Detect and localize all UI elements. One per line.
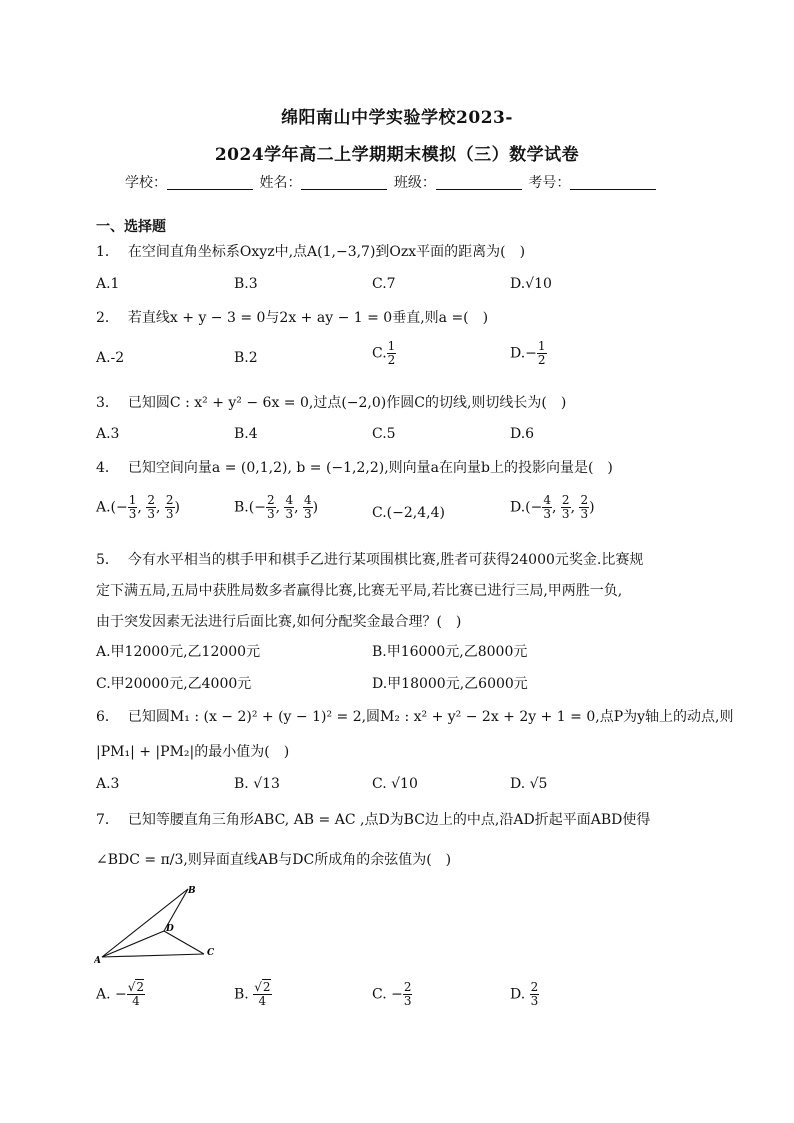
question-6: [96, 706, 733, 726]
question-text-line1: 已知等腰直角三角形ABC, AB = AC ,点D为BC边上的中点,沿AD折起平面ABD使得: [127, 812, 651, 828]
q5-option-b[interactable]: B.甲16000元,乙8000元: [372, 644, 528, 660]
vertex-label-a: A: [94, 956, 101, 963]
q4-option-a[interactable]: A.(− $\frac{1}{3}$ , $\frac{2}{3}$ , $\frac{2}{3}$ ): [96, 493, 180, 522]
q1-option-c[interactable]: C.7: [372, 276, 396, 292]
q6-option-d[interactable]: D. √5: [510, 776, 548, 792]
q2-option-a[interactable]: A.-2: [96, 350, 125, 366]
triangle-figure: [94, 883, 224, 963]
question-number: 5．: [96, 552, 119, 568]
question-1: [96, 241, 525, 261]
q1-option-b[interactable]: B.3: [234, 276, 258, 292]
question-number: 2．: [96, 310, 119, 326]
q2-option-b[interactable]: B.2: [234, 350, 258, 366]
q3-option-b[interactable]: B.4: [234, 426, 258, 442]
q7-option-b[interactable]: B. $\frac{√2}{4}$: [234, 980, 271, 1009]
q7-option-a[interactable]: A. − $\frac{√2}{4}$: [96, 980, 145, 1009]
edge-dc: [164, 931, 204, 954]
q2-option-d[interactable]: D.− $\frac{1}{2}$: [510, 339, 546, 368]
school-label: 学校：: [125, 175, 167, 191]
q2-option-c[interactable]: C. $\frac{1}{2}$: [372, 339, 396, 368]
edge-ab: [102, 889, 188, 957]
q4-option-c[interactable]: C.(−2,4,4): [372, 505, 445, 521]
q1-option-a[interactable]: A.1: [96, 276, 120, 292]
edge-ac: [102, 954, 204, 957]
edge-ad: [102, 931, 164, 957]
question-number: 3．: [96, 395, 119, 411]
question-5-line3: 由于突发因素无法进行后面比赛,如何分配奖金最合理？( ): [96, 614, 462, 630]
exam-title-line2: 2024学年高二上学期期末模拟（三）数学试卷: [214, 145, 580, 165]
question-text: 已知空间向量a = (0,1,2), b = (−1,2,2),则向量a在向量b上的投影向量是( ): [127, 460, 613, 476]
q4-option-d[interactable]: D.(− $\frac{4}{3}$ , $\frac{2}{3}$ , $\frac{2}{3}$ ): [510, 493, 595, 522]
section-heading: 一、选择题: [96, 219, 166, 235]
q4-option-b[interactable]: B.(− $\frac{2}{3}$ , $\frac{4}{3}$ , $\frac{4}{3}$ ): [234, 493, 319, 522]
question-number: 4．: [96, 460, 119, 476]
student-info-row: [125, 172, 658, 192]
q1-option-d[interactable]: D.√10: [510, 276, 552, 292]
question-number: 1．: [96, 244, 119, 260]
q3-option-d[interactable]: D.6: [510, 426, 535, 442]
q5-option-c[interactable]: C.甲20000元,乙4000元: [96, 676, 252, 692]
q6-option-c[interactable]: C. √10: [372, 776, 418, 792]
question-2: [96, 307, 488, 327]
question-number: 7．: [96, 812, 119, 828]
name-label: 姓名：: [259, 175, 302, 191]
question-text: 若直线x + y − 3 = 0与2x + ay − 1 = 0垂直,则a =( ): [127, 310, 489, 326]
exam-number-label: 考号：: [528, 175, 571, 191]
vertex-label-d: D: [166, 924, 174, 934]
q6-option-a[interactable]: A.3: [96, 776, 120, 792]
class-label: 班级：: [393, 175, 436, 191]
name-blank[interactable]: [301, 175, 387, 190]
question-4: [96, 457, 613, 477]
q3-option-c[interactable]: C.5: [372, 426, 396, 442]
question-7-line2: ∠BDC = π/3,则异面直线AB与DC所成角的余弦值为( ): [96, 852, 452, 868]
question-number: 6．: [96, 709, 119, 725]
question-text: 已知圆C : x² + y² − 6x = 0,过点(−2,0)作圆C的切线,则切线长为( ): [127, 395, 567, 411]
exam-number-blank[interactable]: [570, 175, 656, 190]
question-text-line1: 今有水平相当的棋手甲和棋手乙进行某项围棋比赛,胜者可获得24000元奖金.比赛规: [127, 552, 644, 568]
question-text: 在空间直角坐标系Oxyz中,点A(1,−3,7)到Ozx平面的距离为( ): [127, 244, 526, 260]
question-6-line2: |PM₁| + |PM₂|的最小值为( ): [96, 744, 290, 760]
exam-title-line1: 绵阳南山中学实验学校2023-: [281, 108, 513, 128]
question-5: [96, 549, 643, 569]
question-3: [96, 392, 566, 412]
school-blank[interactable]: [167, 175, 253, 190]
q6-option-b[interactable]: B. √13: [234, 776, 280, 792]
q7-option-c[interactable]: C. − $\frac{2}{3}$: [372, 980, 412, 1009]
question-5-line2: 定下满五局,五局中获胜局数多者赢得比赛,比赛无平局,若比赛已进行三局,甲两胜一负,: [96, 583, 623, 599]
question-7: [96, 809, 650, 829]
q5-option-d[interactable]: D.甲18000元,乙6000元: [372, 676, 528, 692]
q5-option-a[interactable]: A.甲12000元,乙12000元: [96, 644, 261, 660]
q7-option-d[interactable]: D. $\frac{2}{3}$: [510, 980, 539, 1009]
class-blank[interactable]: [436, 175, 522, 190]
vertex-label-c: C: [207, 948, 215, 958]
question-text-line1: 已知圆M₁ : (x − 2)² + (y − 1)² = 2,圆M₂ : x² + y² − 2x + 2y + 1 = 0,点P为y轴上的动点,则: [127, 709, 734, 725]
vertex-label-b: B: [188, 886, 196, 896]
q3-option-a[interactable]: A.3: [96, 426, 120, 442]
